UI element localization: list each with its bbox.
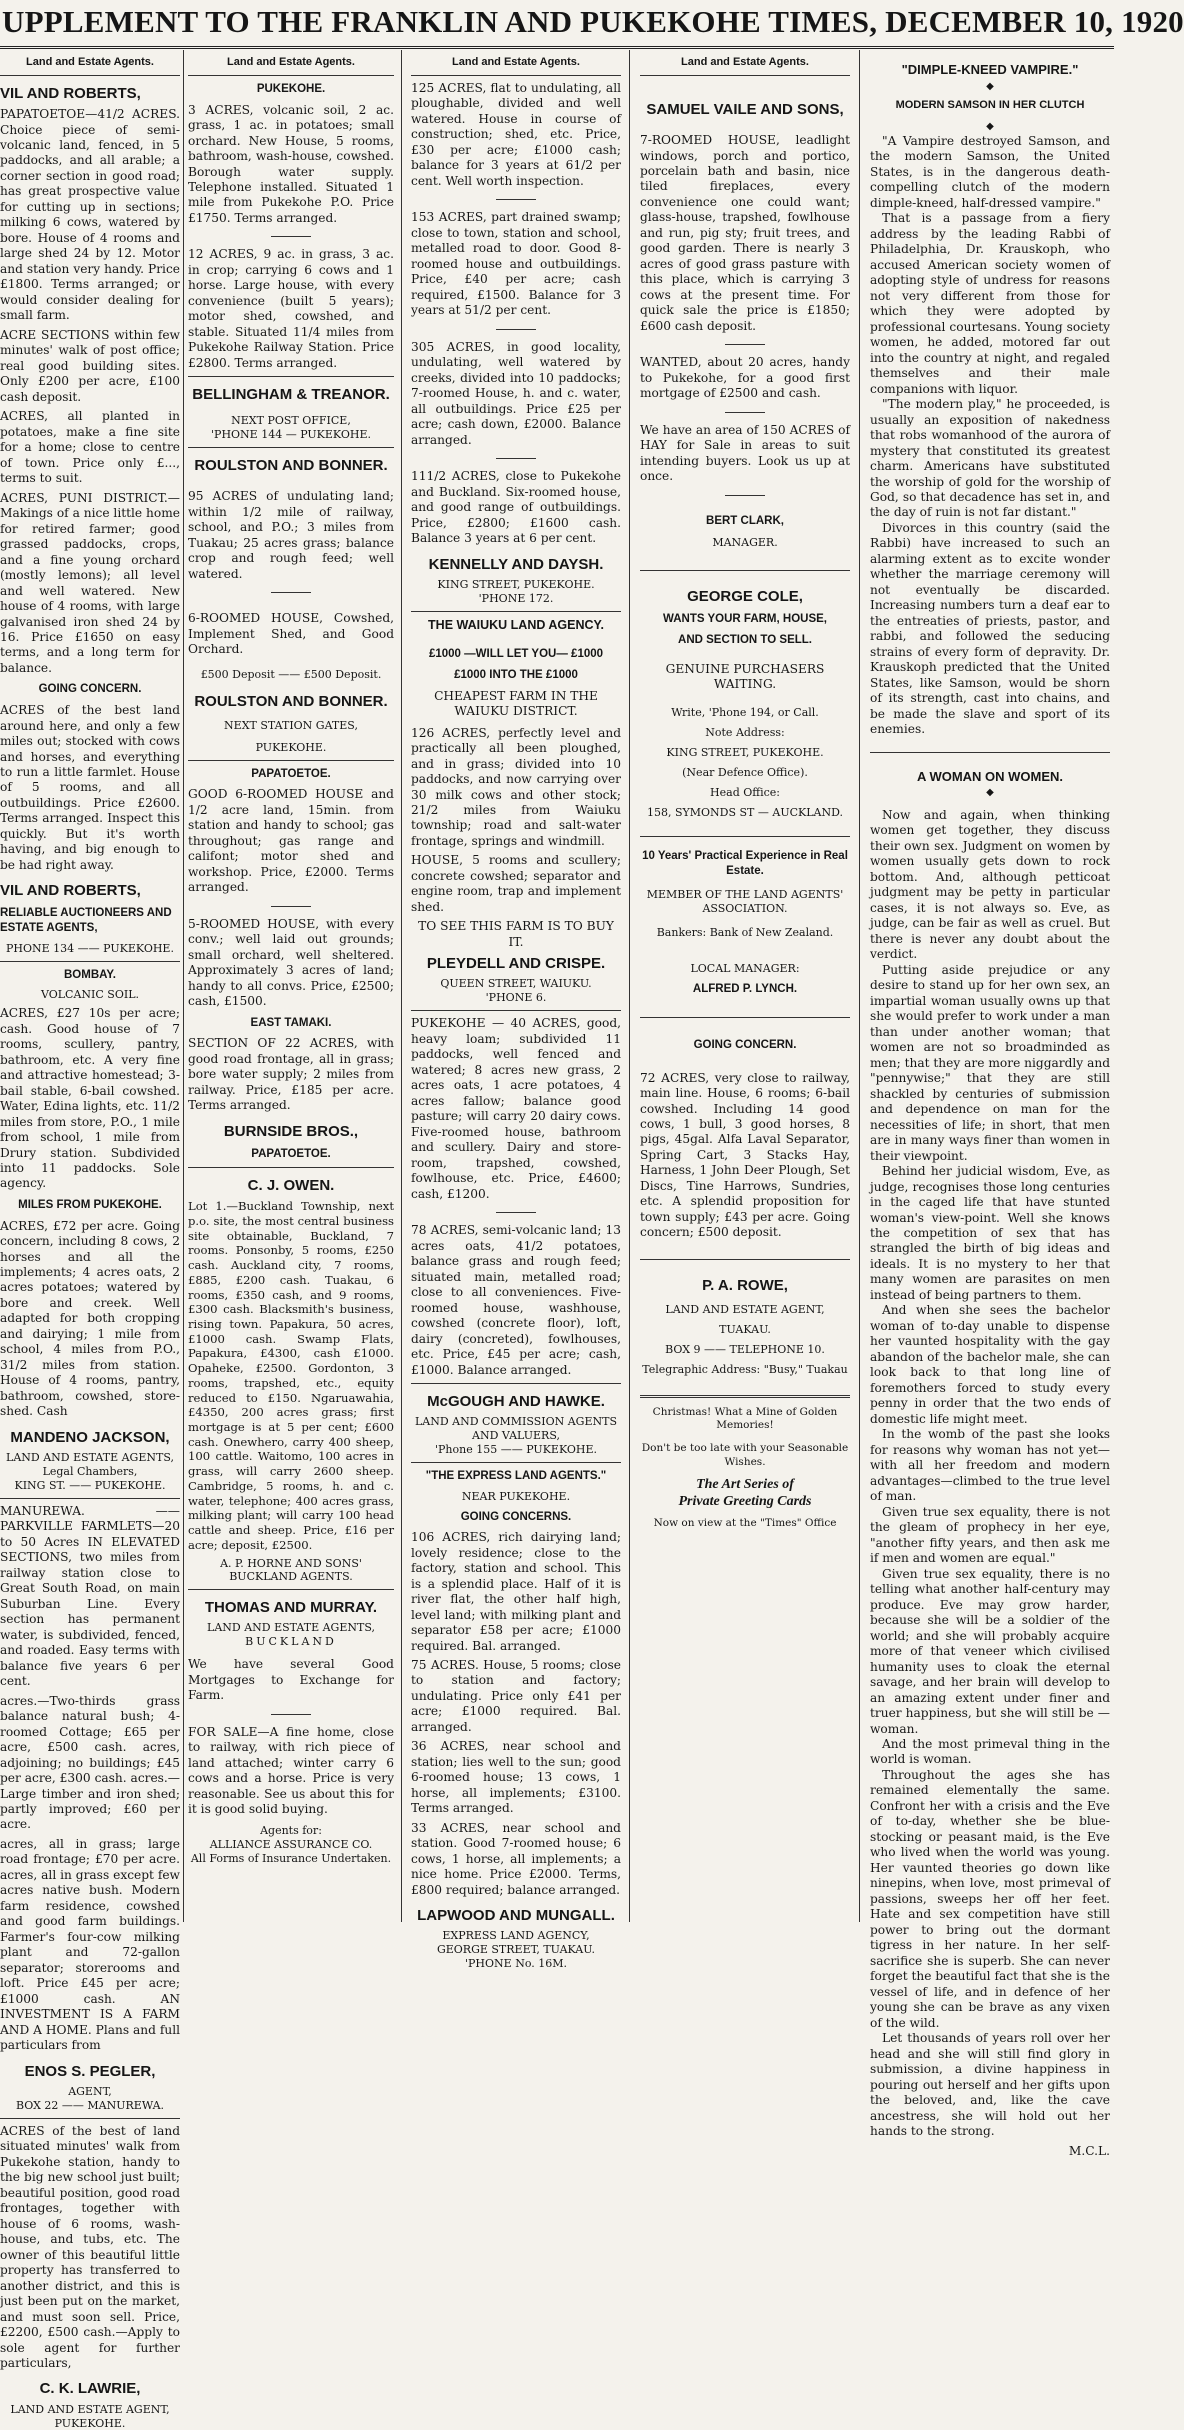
firm-name: P. A. ROWE,	[640, 1276, 850, 1295]
promo-line: £1000 —WILL LET YOU— £1000	[411, 647, 621, 662]
article-signature: M.C.L.	[870, 2144, 1110, 2159]
firm-name: VIL AND ROBERTS,	[0, 881, 180, 900]
listing: 111/2 ACRES, close to Pukekohe and Buckland. Six-roomed house, and good range of outbuildings. Price, £2800; £1600 cash. Balance 3 years at 6 per cent.	[411, 469, 621, 546]
listing: 78 ACRES, semi-volcanic land; 13 acres oats, 41/2 potatoes, balance grass and rough feed; situated main, metalled road; close to all conveniences. Five-roomed house, washhouse, cowshed (concrete floor), loft, dairy (concreted), fowlhouses, etc. Price, £45 per acre; cash, £1000. Balance arranged.	[411, 1223, 621, 1378]
firm-name: ALFRED P. LYNCH.	[640, 982, 850, 997]
firm-subtitle: NEAR PUKEKOHE.	[411, 1490, 621, 1504]
column-heading: Land and Estate Agents.	[188, 56, 394, 70]
firm-subtitle: LAND AND ESTATE AGENTS,	[0, 1451, 180, 1465]
column-5	[870, 50, 1110, 1922]
ornament: ◆	[870, 121, 1110, 134]
ad-note: LOCAL MANAGER:	[640, 962, 850, 976]
listing-terms: £500 Deposit —— £500 Deposit.	[188, 668, 394, 682]
agents-label: Agents for:	[188, 1824, 394, 1838]
listing: 7-ROOMED HOUSE, leadlight windows, porch and portico, porcelain bath and basin, nice tiled fireplaces, every convenience one could want; glass-house, trapshed, fowlhouse and run, pig sty; fruit trees, and good garden. There is nearly 3 acres of good grass pasture with this place, which is carrying 3 cows at the present time. For quick sale the price is £1850; £600 cash deposit.	[640, 133, 850, 334]
section-heading: EAST TAMAKI.	[188, 1016, 394, 1031]
listing: 125 ACRES, flat to undulating, all ploughable, divided and well watered. House in course of construction; shed, etc. Price, £30 per acre; £1000 cash; balance for 3 years at 61/2 per cent. Well worth inspection.	[411, 81, 621, 189]
firm-name: GEORGE COLE,	[640, 587, 850, 606]
firm-phone: 'Phone 155 —— PUKEKOHE.	[411, 1443, 621, 1457]
firm-address: QUEEN STREET, WAIUKU.	[411, 977, 621, 991]
section-heading: PAPATOETOE.	[188, 767, 394, 782]
firm-name: SAMUEL VAILE AND SONS,	[640, 100, 850, 119]
listing: Lot 1.—Buckland Township, next p.o. site, the most central business site obtainable, Buckland, 7 rooms. Ponsonby, 5 rooms, £250 cash. Auckland city, 7 rooms, £885, £200 cash. Tuakau, 6 rooms, £350 cash, and 9 rooms, £300 cash. Blacksmith's business, rising town. Papakura, 50 acres, £1000 cash. Swamp Flats, Papakura, £4300, cash £1000. Opaheke, £2500. Gordonton, 3 rooms, trapshed, etc., equity reduced to £150. Ngaruawahia, £4350, 200 acres grass; first mortgage is at 5 per cent; £600 cash. Onewhero, carry 400 sheep, 100 cattle. Waitomo, 100 acres in grass, will carry 2600 sheep. Cambridge, 5 rooms, h. and c. water, telephone; 400 acres grass, milking plant; will carry 100 head cattle and sheep. Price, £16 per acre; deposit, £2500.	[188, 1199, 394, 1552]
column-1	[0, 50, 180, 1922]
firm-name: ROULSTON AND BONNER.	[188, 692, 394, 711]
listing: 5-ROOMED HOUSE, with every conv.; well laid out grounds; small orchard, well sheltered. Approximately 3 acres of land; handy to all convs. Price, £2500; cash, £1500.	[188, 917, 394, 1010]
ad-note: Write, 'Phone 194, or Call.	[640, 706, 850, 720]
firm-subtitle: PAPATOETOE.	[188, 1147, 394, 1162]
firm-name: VIL AND ROBERTS,	[0, 84, 180, 103]
ad-note: Christmas! What a Mine of Golden Memories!	[640, 1406, 850, 1433]
column-4	[640, 50, 850, 1922]
article-paragraph: And when she sees the bachelor woman of to-day unable to dispense her vaunted hospitality with the gay abandon of the bachelor male, she can look back to that long line of foremothers forced to study every penny in order that the two ends of domestic life might meet.	[870, 1303, 1110, 1427]
article-paragraph: "The modern play," he proceeded, is usually an exposition of nakedness that robs womanhood of the aurora of mystery that constituted its greatest charm. Americans have substituted the worship of gold for the worship of God, so that decadence has set in, and the day of ruin is not far distant."	[870, 397, 1110, 521]
article-paragraph: Throughout the ages she has remained elementally the same. Confront her with a crisis and the Eve of to-day, whether she be blue-stocking or peasant maid, is the Eve who lived when the world was young. Her vaunted theories go down like ninepins, when love, most primeval of passions, sweeps her off her feet. Hate and sex competition have still power to bring out the dormant tigress in her nature. In her self-sacrifice she is superb. She can never forget the beautiful fact that she is the vessel of life, and in defence of her young she can be brave as any vixen of the wild.	[870, 1768, 1110, 2031]
masthead-title: UPPLEMENT TO THE FRANKLIN AND PUKEKOHE TIMES, DECEMBER 10, 1920	[2, 4, 1112, 40]
firm-address: GEORGE STREET, TUAKAU.	[411, 1943, 621, 1957]
ad-note: Note Address:	[640, 726, 850, 740]
greeting-title: The Art Series of	[640, 1477, 850, 1494]
column-heading: Land and Estate Agents.	[411, 56, 621, 70]
firm-name: THOMAS AND MURRAY.	[188, 1598, 394, 1617]
ad-note: Now on view at the "Times" Office	[640, 1517, 850, 1530]
firm-phone: 'PHONE 172.	[411, 592, 621, 606]
article-paragraph: Given true sex equality, there is not the gleam of prophecy in her eye, "another fifty years, and then ask me if men and women are equal."	[870, 1505, 1110, 1567]
listing: GOOD 6-ROOMED HOUSE and 1/2 acre land, 15min. from station and handy to school; gas throughout; gas range and califont; motor shed and workshop. Price, £2000. Terms arranged.	[188, 787, 394, 895]
firm-name: BURNSIDE BROS.,	[188, 1122, 394, 1141]
firm-phone: 'PHONE No. 16M.	[411, 1957, 621, 1971]
listing: WANTED, about 20 acres, handy to Pukekohe, for a good first mortgage of £2500 and cash.	[640, 355, 850, 401]
listing: acres.—Two-thirds grass balance natural bush; 4-roomed Cottage; £65 per acre, £500 cash. acres, adjoining; no buildings; £45 per acre, £300 cash. acres.—Large timber and iron shed; partly improved; £60 per acre.	[0, 1694, 180, 1833]
article-paragraph: That is a passage from a fiery address by the leading Rabbi of Philadelphia, Dr. Krauskoph, who accused American society women of adopting style of undress for reasons not very different from those for which they were adopted by professional courtesans. Young society women, he added, motored far out into the country at night, and regaled themselves and their male companions with liquor.	[870, 211, 1110, 397]
ad-note: Don't be too late with your Seasonable Wishes.	[640, 1442, 850, 1469]
column-heading: Land and Estate Agents.	[0, 56, 180, 70]
listing: 72 ACRES, very close to railway, main line. House, 6 rooms; 6-bail cowshed. Including 14 good cows, 1 bull, 3 good horses, 8 pigs, 45gal. Alfa Laval Separator, Spring Cart, 3 Stacks Hay, Harness, 1 John Deer Plough, Set Discs, Tine Harrows, Sundries, etc. A splendid proposition for town supply; £43 per acre. Going concern; £500 deposit.	[640, 1071, 850, 1241]
article-title: A WOMAN ON WOMEN.	[870, 769, 1110, 786]
firm-address: (Near Defence Office).	[640, 766, 850, 780]
article-paragraph: "A Vampire destroyed Samson, and the modern Samson, the United States, is in the dangerous death-compelling clutch of the modern dimple-kneed, half-dressed vampire."	[870, 134, 1110, 211]
firm-subtitle: LAND AND COMMISSION AGENTS AND VALUERS,	[411, 1415, 621, 1443]
promo-line: £1000 INTO THE £1000	[411, 668, 621, 683]
article-title: "DIMPLE-KNEED VAMPIRE."	[870, 62, 1110, 79]
firm-phone: 'PHONE 144 — PUKEKOHE.	[188, 428, 394, 442]
firm-name: BELLINGHAM & TREANOR.	[188, 385, 394, 404]
firm-phone: BOX 9 —— TELEPHONE 10.	[640, 1343, 850, 1357]
firm-name: PLEYDELL AND CRISPE.	[411, 954, 621, 973]
firm-phone: PHONE 134 —— PUKEKOHE.	[0, 942, 180, 956]
listing: MANUREWA. —— PARKVILLE FARMLETS—20 to 50 Acres IN ELEVATED SECTIONS, two miles from railway station close to Great South Road, on main Suburban Line. Every section has permanent water, is subdivided, fenced, and roaded. Easy terms with balance five years 6 per cent.	[0, 1504, 180, 1690]
listing: HOUSE, 5 rooms and scullery; concrete cowshed; separator and engine room, trap and implement shed.	[411, 853, 621, 915]
listing: ACRES, £72 per acre. Going concern, including 8 cows, 2 horses and all the implements; 4 acres oats, 2 acres potatoes; watered by bore and creek. Well adapted for both cropping and dairying; 1 mile from school, 4 miles from P.O., 31/2 miles from station. House of 4 rooms, pantry, bathroom, cowshed, store-shed. Cash	[0, 1219, 180, 1420]
article-paragraph: Behind her judicial wisdom, Eve, as judge, recognises those long centuries in the caged life that have stunted woman's view-point. Well she knows the competition of sex that has strangled the birth of big ideas and ideals. It is no mystery to her that many women are parasites on men instead of being partners to them.	[870, 1164, 1110, 1303]
ad-note: 10 Years' Practical Experience in Real Estate.	[640, 849, 850, 878]
firm-subtitle: EXPRESS LAND AGENCY,	[411, 1929, 621, 1943]
firm-name: KENNELLY AND DAYSH.	[411, 555, 621, 574]
ad-note: Head Office:	[640, 786, 850, 800]
firm-name: MANDENO JACKSON,	[0, 1428, 180, 1447]
agents-company: ALLIANCE ASSURANCE CO.	[188, 1838, 394, 1852]
ad-note: Bankers: Bank of New Zealand.	[640, 926, 850, 940]
article-paragraph: Putting aside prejudice or any desire to stand up for her own sex, an impartial woman usually owns up that she would prefer to work under a man than under another woman; that women are not so broadminded as men; that they are more niggardly and "pennywise;" that they are still shackled by centuries of submission and dependence on man for the necessities of life; in short, that men are in many ways finer than women in their viewpoint.	[870, 963, 1110, 1164]
listing: acres, all in grass; large road frontage; £70 per acre. acres, all in grass except few acres native bush. Modern farm residence, cowshed and good farm buildings. Farmer's four-cow milking plant and 72-gallon separator; storerooms and loft. Price £45 per acre; £1000 cash. AN INVESTMENT IS A FARM AND A HOME. Plans and full particulars from	[0, 1837, 180, 2054]
listing: ACRES, PUNI DISTRICT.—Makings of a nice little home for retired farmer; good grassed paddocks, crops, and a fine young orchard (mostly lemons); all level and well watered. New house of 4 rooms, with large galvanised iron shed 24 by 16. Price £1650 on easy terms, and a long term for balance.	[0, 491, 180, 677]
listing: 33 ACRES, near school and station. Good 7-roomed house; 6 cows, 1 horse, all implements; a nice home. Price £2000. Terms, £800 required; balance arranged.	[411, 1821, 621, 1898]
listing: 153 ACRES, part drained swamp; close to town, station and school, metalled road to door. Good 8-roomed house and outbuildings. Price, £40 per acre; cash required, £1500. Balance for 3 years at 51/2 per cent.	[411, 210, 621, 318]
listing: 95 ACRES of undulating land; within 1/2 mile of railway, school, and P.O.; 3 miles from Tuakau; 25 acres grass; balance crop and rough feed; well watered.	[188, 489, 394, 582]
firm-name: BERT CLARK,	[640, 514, 850, 529]
firm-name: C. J. OWEN.	[188, 1176, 394, 1195]
section-heading: GOING CONCERNS.	[411, 1510, 621, 1525]
article-subtitle: MODERN SAMSON IN HER CLUTCH	[870, 99, 1110, 113]
listing: PUKEKOHE — 40 ACRES, good, heavy loam; subdivided 11 paddocks, well fenced and watered; 8 acres new grass, 2 acres oats, 1 acre potatoes, 4 acres fallow; balance good pasture; will carry 20 dairy cows. Five-roomed house, bathroom and scullery. Dairy and store-room, trapshed, cowshed, fowlhouse, etc. Price, £4600; cash, £1200.	[411, 1016, 621, 1202]
firm-name: LAPWOOD AND MUNGALL.	[411, 1906, 621, 1925]
listing: 12 ACRES, 9 ac. in grass, 3 ac. in crop; carrying 6 cows and 1 horse. Large house, with every convenience (built 5 years); motor shed, cowshed, and stable. Situated 11/4 miles from Pukekohe Railway Station. Price £2800. Terms arranged.	[188, 247, 394, 371]
promo-title: CHEAPEST FARM IN THE WAIUKU DISTRICT.	[411, 689, 621, 720]
firm-address: NEXT POST OFFICE,	[188, 414, 394, 428]
listing: ACRES of the best land around here, and only a few miles out; stocked with cows and horses, and everything to run a little farmlet. House of 5 rooms, and all outbuildings. Price £2600. Terms arranged. Inspect this quickly. But it's worth having, and big enough to be had right away.	[0, 703, 180, 873]
firm-name: ROULSTON AND BONNER.	[188, 456, 394, 475]
listing: 106 ACRES, rich dairying land; lovely residence; close to the factory, station and school. This is a splendid place. Half of it is river flat, the other half high, level land; with milking plant and separator £58 per acre; £1000 required. Bal. arranged.	[411, 1530, 621, 1654]
firm-address: TUAKAU.	[640, 1323, 850, 1337]
listing: 3 ACRES, volcanic soil, 2 ac. grass, 1 ac. in potatoes; small orchard. New House, 5 rooms, bathroom, wash-house, cowshed. Borough water supply. Telephone installed. Situated 1 mile from Pukekohe P.O. Price £1750. Terms arranged.	[188, 103, 394, 227]
firm-address: Legal Chambers,	[0, 1465, 180, 1479]
section-subheading: VOLCANIC SOIL.	[0, 988, 180, 1002]
listing: 305 ACRES, in good locality, undulating, well watered by creeks, divided into 10 paddocks; 7-roomed House, h. and c. water, all outbuildings. Price £25 per acre; cash down, £2000. Balance arranged.	[411, 340, 621, 448]
firm-address: PUKEKOHE.	[0, 2417, 180, 2430]
firm-name: C. K. LAWRIE,	[0, 2379, 180, 2398]
section-heading: MILES FROM PUKEKOHE.	[0, 1198, 180, 1213]
firm-address: NEXT STATION GATES,	[188, 719, 394, 733]
firm-address: BUCKLAND	[188, 1635, 394, 1649]
listing: PAPATOETOE—41/2 ACRES. Choice piece of semi-volcanic land, fenced, in 5 paddocks, and all arable; a corner section in good road; has great prospective value for cutting up in sections; milking 6 cows, watered by bore. House of 4 rooms and large shed 24 by 12. Motor and station very handy. Price £1800. Terms arranged; or would consider dealing for small farm.	[0, 107, 180, 324]
listing: SECTION OF 22 ACRES, with good road frontage, all in grass; bore water supply; 2 miles from railway. Price, £185 per acre. Terms arranged.	[188, 1036, 394, 1113]
firm-subtitle: BUCKLAND AGENTS.	[188, 1570, 394, 1584]
column-heading: Land and Estate Agents.	[640, 56, 850, 70]
ad-note: GENUINE PURCHASERS WAITING.	[640, 662, 850, 693]
firm-address: PUKEKOHE.	[188, 741, 394, 755]
firm-subtitle: LAND AND ESTATE AGENT,	[0, 2403, 180, 2417]
ad-note: MEMBER OF THE LAND AGENTS' ASSOCIATION.	[640, 888, 850, 916]
article-paragraph: Now and again, when thinking women get together, they discuss their own sex. Judgment on women by women usually gets down to rock bottom. And, although petticoat judgment may be petty in particular cases, it is not always so. Eve, as judge, can be fair as well as cruel. But there is never any doubt about the verdict.	[870, 808, 1110, 963]
listing: ACRES, all planted in potatoes, make a fine site for a home; close to centre of town. Price only £..., terms to suit.	[0, 409, 180, 486]
firm-address: KING STREET, PUKEKOHE.	[640, 746, 850, 760]
listing: 126 ACRES, perfectly level and practically all been ploughed, and in grass; divided into 10 paddocks, and now carrying over 30 milk cows and other stock; 21/2 miles from Waiuku township; road and salt-water frontage, springs and windmill.	[411, 726, 621, 850]
firm-subtitle: A. P. HORNE AND SONS'	[188, 1557, 394, 1571]
listing: We have an area of 150 ACRES of HAY for Sale in areas to suit intending buyers. Look us up at once.	[640, 423, 850, 485]
firm-subtitle: MANAGER.	[640, 536, 850, 550]
column-rule	[859, 50, 860, 1922]
ornament: ◆	[870, 787, 1110, 800]
listing: 75 ACRES. House, 5 rooms; close to station and factory; undulating. Price only £41 per acre; £1000 required. Bal. arranged.	[411, 1658, 621, 1735]
firm-subtitle: RELIABLE AUCTIONEERS AND ESTATE AGENTS,	[0, 906, 180, 935]
listing: 6-ROOMED HOUSE, Cowshed, Implement Shed, and Good Orchard.	[188, 611, 394, 657]
firm-subtitle: AGENT,	[0, 2085, 180, 2099]
firm-subtitle: LAND AND ESTATE AGENT,	[640, 1303, 850, 1317]
section-heading: BOMBAY.	[0, 968, 180, 983]
listing: ACRES, £27 10s per acre; cash. Good house of 7 rooms, scullery, pantry, bathroom, etc. A very fine and attractive homestead; 3-bail stable, 6-bail cowshed. Water, Edina lights, etc. 11/2 miles from store, P.O., 1 mile from school, 1 mile from Drury station. Subdivided into 11 paddocks. Sole agency.	[0, 1006, 180, 1192]
greeting-title: Private Greeting Cards	[640, 1494, 850, 1511]
article-paragraph: In the womb of the past she looks for reasons why woman has not yet—with all her freedom and modern advantages—climbed to the true level of man.	[870, 1427, 1110, 1504]
listing: ACRES of the best of land situated minutes' walk from Pukekohe station, handy to the big new school just built; beautiful position, good road frontages, together with house of 6 rooms, wash-house, and tubs, etc. The owner of this beautiful little property has transferred to another district, and this is just been put on the market, and must soon sell. Price, £2200, £500 cash.—Apply to sole agent for further particulars,	[0, 2124, 180, 2372]
firm-name: THE WAIUKU LAND AGENCY.	[411, 618, 621, 634]
firm-name: "THE EXPRESS LAND AGENTS."	[411, 1469, 621, 1484]
firm-subtitle: AND SECTION TO SELL.	[640, 633, 850, 648]
firm-name: ENOS S. PEGLER,	[0, 2062, 180, 2081]
firm-telegraph: Telegraphic Address: "Busy," Tuakau	[640, 1363, 850, 1377]
ornament: ◆	[870, 81, 1110, 94]
firm-phone: 'PHONE 6.	[411, 991, 621, 1005]
firm-name: McGOUGH AND HAWKE.	[411, 1392, 621, 1411]
listing: FOR SALE—A fine home, close to railway, with rich piece of land attached; winter carry 6 cows and a horse. Price is very reasonable. See us about this for it is good solid buying.	[188, 1725, 394, 1818]
section-heading: GOING CONCERN.	[640, 1038, 850, 1053]
column-3	[411, 50, 621, 1922]
column-2	[188, 50, 394, 1922]
listing: 36 ACRES, near school and station; lies well to the sun; good 6-roomed house; 13 cows, 1 horse, all implements; £3100. Terms arranged.	[411, 1739, 621, 1816]
firm-subtitle: WANTS YOUR FARM, HOUSE,	[640, 612, 850, 627]
section-heading: GOING CONCERN.	[0, 682, 180, 697]
firm-address: 158, SYMONDS ST — AUCKLAND.	[640, 806, 850, 820]
masthead	[0, 0, 1114, 49]
firm-address: BOX 22 —— MANUREWA.	[0, 2099, 180, 2113]
column-rule	[183, 50, 184, 1922]
firm-subtitle: LAND AND ESTATE AGENTS,	[188, 1621, 394, 1635]
listing: ACRE SECTIONS within few minutes' walk of post office; real good building sites. Only £200 per acre, £100 cash deposit.	[0, 328, 180, 405]
section-heading: PUKEKOHE.	[188, 82, 394, 97]
column-rule	[401, 50, 402, 1922]
firm-address: KING ST. —— PUKEKOHE.	[0, 1479, 180, 1493]
article-paragraph: Given true sex equality, there is no telling what another half-century may produce. Eve may grow harder, because she will be a soldier of the world; and she will probably acquire more of that veneer which civilised humanity uses to cloak the eternal savage, and her brain will develop to an amazing extent under finer and truer happiness, but she will still be —woman.	[870, 1567, 1110, 1737]
agents-note: All Forms of Insurance Undertaken.	[188, 1852, 394, 1866]
article-paragraph: And the most primeval thing in the world is woman.	[870, 1737, 1110, 1768]
article-paragraph: Let thousands of years roll over her head and she will still find glory in submission, a divine happiness in pouring out herself and her gifts upon the beloved, and, like the cave ancestress, she will hold out her hands to the strong.	[870, 2031, 1110, 2139]
article-paragraph: Divorces in this country (said the Rabbi) have increased to such an alarming extent as to excite wonder whether the marriage ceremony will not eventually be discarded. Increasing numbers turn a deaf ear to the entreaties of priests, pastor, and rabbi, and followed the seducing strains of every form of depravity. Dr. Krauskoph predicted that the United States, like Samson, would be shorn of its strength, cast into chains, and be made the slave and sport of its enemies.	[870, 521, 1110, 738]
column-rule	[629, 50, 630, 1922]
promo-tagline: TO SEE THIS FARM IS TO BUY IT.	[411, 919, 621, 950]
listing: We have several Good Mortgages to Exchange for Farm.	[188, 1657, 394, 1703]
firm-address: KING STREET, PUKEKOHE.	[411, 578, 621, 592]
